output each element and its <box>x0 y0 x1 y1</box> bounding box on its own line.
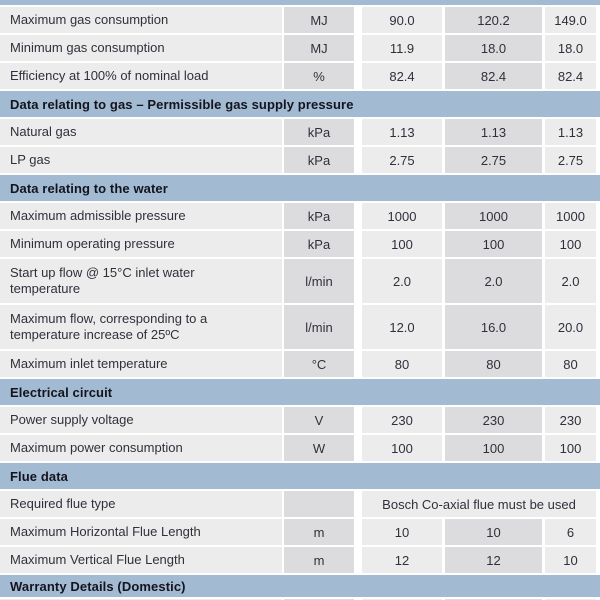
unit-cell-text: W <box>312 440 326 456</box>
value-cell <box>545 63 596 89</box>
row-label <box>0 547 282 573</box>
spec-row <box>0 491 600 517</box>
value-cell <box>362 203 442 229</box>
row-label-text: Maximum Horizontal Flue Length <box>10 524 201 539</box>
value-cell <box>362 119 442 145</box>
value-cell <box>445 547 542 573</box>
row-label-text: Maximum power consumption <box>10 440 183 455</box>
unit-cell <box>284 63 354 89</box>
value-cell-text: 230 <box>391 412 413 428</box>
section-header <box>0 575 600 597</box>
value-cell-text: 230 <box>559 412 582 428</box>
value-cell-text: 100 <box>559 236 582 252</box>
value-cell <box>545 351 596 377</box>
row-label <box>0 7 282 33</box>
value-cell-text: 16.0 <box>480 319 507 335</box>
merged-value-cell-text: Bosch Co-axial flue must be used <box>382 496 576 512</box>
value-cell <box>362 7 442 33</box>
value-cell <box>545 547 596 573</box>
value-cell-text: 82.4 <box>557 68 584 84</box>
spec-row <box>0 231 600 257</box>
row-label <box>0 491 282 517</box>
value-cell <box>545 305 596 349</box>
unit-cell-text: V <box>314 412 324 428</box>
value-cell-text: 1.13 <box>557 124 584 140</box>
value-cell <box>545 203 596 229</box>
row-label-text: Natural gas <box>10 124 77 139</box>
row-label <box>0 203 282 229</box>
unit-cell <box>284 259 354 303</box>
value-cell-text: 1.13 <box>389 124 415 140</box>
unit-cell <box>284 119 354 145</box>
unit-cell <box>284 203 354 229</box>
value-cell <box>362 519 442 545</box>
value-cell <box>445 231 542 257</box>
value-cell <box>545 7 596 33</box>
value-cell <box>545 35 596 61</box>
value-cell-text: 80 <box>486 356 501 372</box>
value-cell-text: 100 <box>391 440 413 456</box>
spec-row <box>0 547 600 573</box>
row-label-text: Maximum admissible pressure <box>10 208 186 223</box>
unit-cell <box>284 519 354 545</box>
value-cell-text: 20.0 <box>557 319 584 335</box>
value-cell <box>545 259 596 303</box>
row-label-text: Minimum operating pressure <box>10 236 175 251</box>
value-cell-text: 82.4 <box>389 68 415 84</box>
value-cell-text: 100 <box>391 236 413 252</box>
value-cell <box>362 351 442 377</box>
row-label <box>0 407 282 433</box>
spec-row <box>0 203 600 229</box>
value-cell <box>445 305 542 349</box>
row-label-text: Efficiency at 100% of nominal load <box>10 68 209 83</box>
row-label <box>0 147 282 173</box>
spec-row <box>0 407 600 433</box>
merged-value-cell <box>362 491 596 517</box>
section-title: Flue data <box>10 468 68 484</box>
unit-cell-text: kPa <box>307 152 331 168</box>
row-label <box>0 35 282 61</box>
value-cell-text: 82.4 <box>480 68 507 84</box>
spec-row <box>0 119 600 145</box>
value-cell-text: 80 <box>563 356 578 372</box>
row-label-text: Start up flow @ 15°C inlet water temperature <box>10 265 195 296</box>
value-cell <box>445 63 542 89</box>
value-cell-text: 2.75 <box>480 152 507 168</box>
spec-row <box>0 305 600 349</box>
unit-cell-text: % <box>313 68 325 84</box>
row-label-text: Minimum gas consumption <box>10 40 165 55</box>
section-title: Data relating to the water <box>10 180 168 196</box>
value-cell-text: 11.9 <box>389 40 415 56</box>
section-title: Warranty Details (Domestic) <box>10 578 186 594</box>
value-cell-text: 100 <box>482 440 505 456</box>
section-title: Electrical circuit <box>10 384 113 400</box>
row-label <box>0 259 282 303</box>
unit-cell-text: m <box>313 524 325 540</box>
value-cell <box>362 547 442 573</box>
value-cell-text: 90.0 <box>389 12 415 28</box>
value-cell-text: 1000 <box>479 208 508 224</box>
value-cell <box>545 435 596 461</box>
value-cell-text: 10 <box>563 552 578 568</box>
row-label-text: Maximum gas consumption <box>10 12 169 27</box>
value-cell-text: 120.2 <box>477 12 510 28</box>
value-cell <box>445 119 542 145</box>
unit-cell <box>284 7 354 33</box>
spec-table <box>0 7 600 597</box>
spec-row <box>0 63 600 89</box>
value-cell <box>362 407 442 433</box>
spec-row <box>0 351 600 377</box>
unit-cell-text: °C <box>311 356 327 372</box>
spec-row <box>0 35 600 61</box>
unit-cell-text: kPa <box>307 236 331 252</box>
unit-cell-text: MJ <box>310 12 328 28</box>
value-cell <box>445 351 542 377</box>
row-label <box>0 305 282 349</box>
value-cell <box>545 519 596 545</box>
unit-cell <box>284 305 354 349</box>
value-cell <box>362 147 442 173</box>
unit-cell <box>284 35 354 61</box>
value-cell <box>445 147 542 173</box>
unit-cell <box>284 435 354 461</box>
value-cell <box>445 407 542 433</box>
unit-cell-text: m <box>313 552 325 568</box>
row-label <box>0 519 282 545</box>
value-cell-text: 18.0 <box>480 40 507 56</box>
value-cell-text: 12 <box>394 552 410 568</box>
row-label-text: Maximum Vertical Flue Length <box>10 552 185 567</box>
value-cell <box>362 435 442 461</box>
value-cell-text: 100 <box>559 440 582 456</box>
unit-cell-text: kPa <box>307 208 331 224</box>
value-cell <box>362 35 442 61</box>
value-cell <box>545 231 596 257</box>
value-cell <box>362 305 442 349</box>
value-cell-text: 230 <box>482 412 505 428</box>
value-cell-text: 2.0 <box>392 273 412 289</box>
value-cell-text: 1000 <box>556 208 585 224</box>
row-label-text: LP gas <box>10 152 51 167</box>
value-cell-text: 2.0 <box>484 273 503 289</box>
spec-row <box>0 435 600 461</box>
section-header <box>0 379 600 405</box>
value-cell <box>545 407 596 433</box>
section-header <box>0 175 600 201</box>
value-cell-text: 12 <box>486 552 501 568</box>
value-cell <box>445 259 542 303</box>
unit-cell <box>284 231 354 257</box>
value-cell-text: 2.75 <box>389 152 415 168</box>
row-label <box>0 119 282 145</box>
value-cell-text: 1000 <box>387 208 417 224</box>
value-cell <box>545 119 596 145</box>
value-cell-text: 2.0 <box>561 273 580 289</box>
value-cell-text: 100 <box>482 236 505 252</box>
value-cell <box>445 435 542 461</box>
value-cell-text: 149.0 <box>554 12 587 28</box>
unit-cell <box>284 491 354 517</box>
value-cell <box>445 7 542 33</box>
value-cell <box>362 231 442 257</box>
unit-cell-text: kPa <box>307 124 331 140</box>
spec-row <box>0 7 600 33</box>
value-cell-text: 12.0 <box>389 319 415 335</box>
unit-cell-text: l/min <box>305 319 333 335</box>
value-cell <box>545 147 596 173</box>
value-cell-text: 10 <box>486 524 501 540</box>
row-label-text: Power supply voltage <box>10 412 134 427</box>
spec-row <box>0 147 600 173</box>
section-header-partial-top <box>0 0 600 5</box>
row-label <box>0 435 282 461</box>
value-cell-text: 6 <box>566 524 575 540</box>
row-label-text: Maximum inlet temperature <box>10 356 168 371</box>
value-cell <box>445 35 542 61</box>
unit-cell-text: l/min <box>305 273 333 289</box>
value-cell-text: 1.13 <box>480 124 507 140</box>
unit-cell <box>284 351 354 377</box>
section-header <box>0 463 600 489</box>
value-cell <box>362 259 442 303</box>
value-cell <box>445 519 542 545</box>
unit-cell-text: MJ <box>310 40 328 56</box>
unit-cell <box>284 547 354 573</box>
spec-row <box>0 519 600 545</box>
row-label <box>0 351 282 377</box>
row-label-text: Maximum flow, corresponding to a temperature increase of 25ºC <box>10 311 208 342</box>
section-title: Data relating to gas – Permissible gas supply pressure <box>10 96 354 112</box>
value-cell-text: 10 <box>394 524 410 540</box>
value-cell-text: 2.75 <box>557 152 584 168</box>
value-cell-text: 80 <box>394 356 410 372</box>
row-label-text: Required flue type <box>10 496 116 511</box>
unit-cell <box>284 407 354 433</box>
unit-cell <box>284 147 354 173</box>
row-label <box>0 231 282 257</box>
value-cell <box>445 203 542 229</box>
spec-row <box>0 259 600 303</box>
value-cell-text: 18.0 <box>557 40 584 56</box>
section-header <box>0 91 600 117</box>
value-cell <box>362 63 442 89</box>
row-label <box>0 63 282 89</box>
